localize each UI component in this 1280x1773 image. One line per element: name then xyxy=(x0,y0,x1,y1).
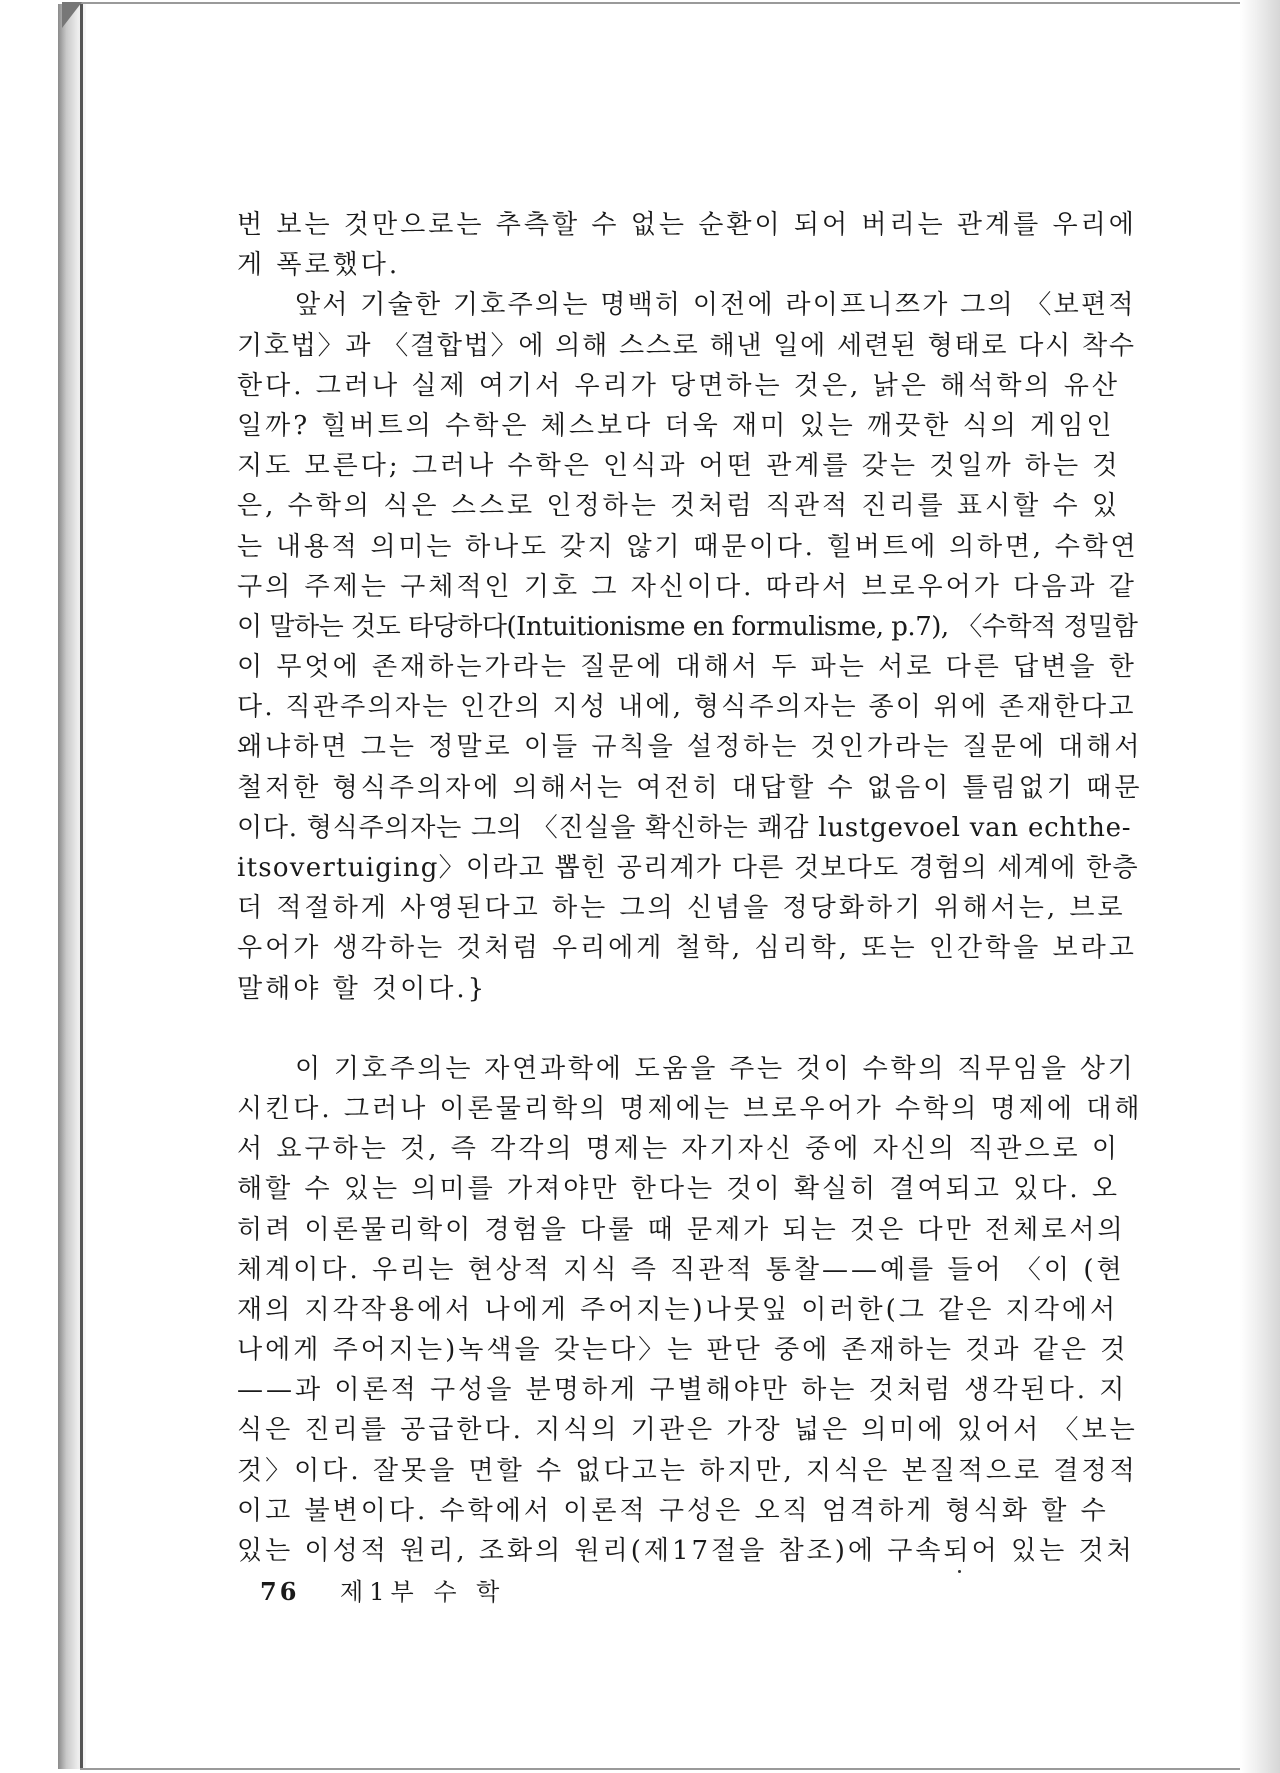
text-line: 게 폭로했다. xyxy=(237,250,401,281)
text-line: 히려 이론물리학이 경험을 다룰 때 문제가 되는 것은 다만 전체로서의 xyxy=(237,1214,1126,1245)
text-line: 지도 모른다; 그러나 수학은 인식과 어떤 관계를 갖는 것일까 하는 것 xyxy=(237,451,1121,482)
body-text xyxy=(237,205,1142,1571)
text-line: 이 무엇에 존재하는가라는 질문에 대해서 두 파는 서로 다른 답변을 한 xyxy=(237,652,1137,683)
text-line: 식은 진리를 공급한다. 지식의 기관은 가장 넓은 의미에 있어서 〈보는 xyxy=(237,1415,1138,1446)
text-line: 있는 이성적 원리, 조화의 원리(제17절을 참조)에 구속되어 있는 것처 xyxy=(237,1536,1135,1566)
text-line: 우어가 생각하는 것처럼 우리에게 철학, 심리학, 또는 인간학을 보라고 xyxy=(237,933,1137,964)
text-line: 나에게 주어지는)녹색을 갖는다〉는 판단 중에 존재하는 것과 같은 것 xyxy=(237,1335,1129,1366)
text-line: 말해야 할 것이다.} xyxy=(237,973,488,1004)
text-line: ——과 이론적 구성을 분명하게 구별해야만 하는 것처럼 생각된다. 지 xyxy=(237,1375,1128,1406)
text-line: 것〉이다. 잘못을 면할 수 없다고는 하지만, 지식은 본질적으로 결정적 xyxy=(237,1455,1138,1486)
text-line: 한다. 그러나 실제 여기서 우리가 당면하는 것은, 낡은 해석학의 유산 xyxy=(237,370,1121,401)
paragraph-3 xyxy=(237,1049,1142,1571)
text-line: 이 말하는 것도 타당하다(Intuitionisme en formulisme, p.7), 〈수학적 정밀함 xyxy=(237,611,1138,642)
text-line: 철저한 형식주의자에 의해서는 여전히 대답할 수 없음이 틀림없기 때문 xyxy=(237,772,1142,803)
text-line: 서 요구하는 것, 즉 각각의 명제는 자기자신 중에 자신의 직관으로 이 xyxy=(237,1134,1121,1165)
page-number: 76 xyxy=(260,1577,300,1606)
paragraph-2 xyxy=(237,285,1142,1008)
text-line: 더 적절하게 사영된다고 하는 그의 신념을 정당화하기 위해서는, 브로 xyxy=(237,893,1126,924)
text-line: 앞서 기술한 기호주의는 명백히 이전에 라이프니쯔가 그의 〈보편적 xyxy=(295,290,1136,321)
text-line: 재의 지각작용에서 나에게 주어지는)나뭇잎 이러한(그 같은 지각에서 xyxy=(237,1294,1119,1325)
text-line: itsovertuiging〉이라고 뽑힌 공리계가 다른 것보다도 경험의 세계에 한층 xyxy=(237,853,1139,883)
text-line: 번 보는 것만으로는 추측할 수 없는 순환이 되어 버리는 관계를 우리에 xyxy=(237,210,1137,240)
part-label: 제1부 수 학 xyxy=(340,1578,506,1606)
page-curl-shadow xyxy=(1240,0,1280,1773)
page-footer xyxy=(260,1572,505,1607)
paragraph-gap xyxy=(237,1009,1142,1049)
page-bottom-edge xyxy=(80,1768,1260,1770)
text-line: 구의 주제는 구체적인 기호 그 자신이다. 따라서 브로우어가 다음과 같 xyxy=(237,571,1137,602)
text-line: 체계이다. 우리는 현상적 지식 즉 직관적 통찰——예를 들어 〈이 (현 xyxy=(237,1254,1125,1285)
paragraph-1 xyxy=(237,205,1142,285)
text-line: 다. 직관주의자는 인간의 지성 내에, 형식주의자는 종이 위에 존재한다고 xyxy=(237,692,1136,723)
text-line: 이 기호주의는 자연과학에 도움을 주는 것이 수학의 직무임을 상기 xyxy=(295,1053,1136,1084)
page-top-edge xyxy=(80,2,1260,4)
page-corner-fold xyxy=(62,2,82,28)
text-line: 기호법〉과 〈결합법〉에 의해 스스로 해낸 일에 세련된 형태로 다시 착수 xyxy=(237,330,1136,361)
text-line: 왜냐하면 그는 정말로 이들 규칙을 설정하는 것인가라는 질문에 대해서 xyxy=(237,732,1142,763)
text-line: 은, 수학의 식은 스스로 인정하는 것처럼 직관적 진리를 표시할 수 있 xyxy=(237,491,1121,522)
text-line: 이고 불변이다. 수학에서 이론적 구성은 오직 엄격하게 형식화 할 수 xyxy=(237,1495,1109,1526)
text-line: 일까? 힐버트의 수학은 체스보다 더욱 재미 있는 깨끗한 식의 게임인 xyxy=(237,410,1115,441)
text-line: 는 내용적 의미는 하나도 갖지 않기 때문이다. 힐버트에 의하면, 수학연 xyxy=(237,531,1139,562)
text-line: 시킨다. 그러나 이론물리학의 명제에는 브로우어가 수학의 명제에 대해 xyxy=(237,1093,1142,1124)
text-line: 해할 수 있는 의미를 가져야만 한다는 것이 확실히 결여되고 있다. 오 xyxy=(237,1174,1121,1205)
book-spine-edge xyxy=(80,4,83,1769)
text-line: 이다. 형식주의자는 그의 〈진실을 확신하는 쾌감 lustgevoel van echthe- xyxy=(237,812,1132,843)
ink-speck xyxy=(958,1570,961,1573)
